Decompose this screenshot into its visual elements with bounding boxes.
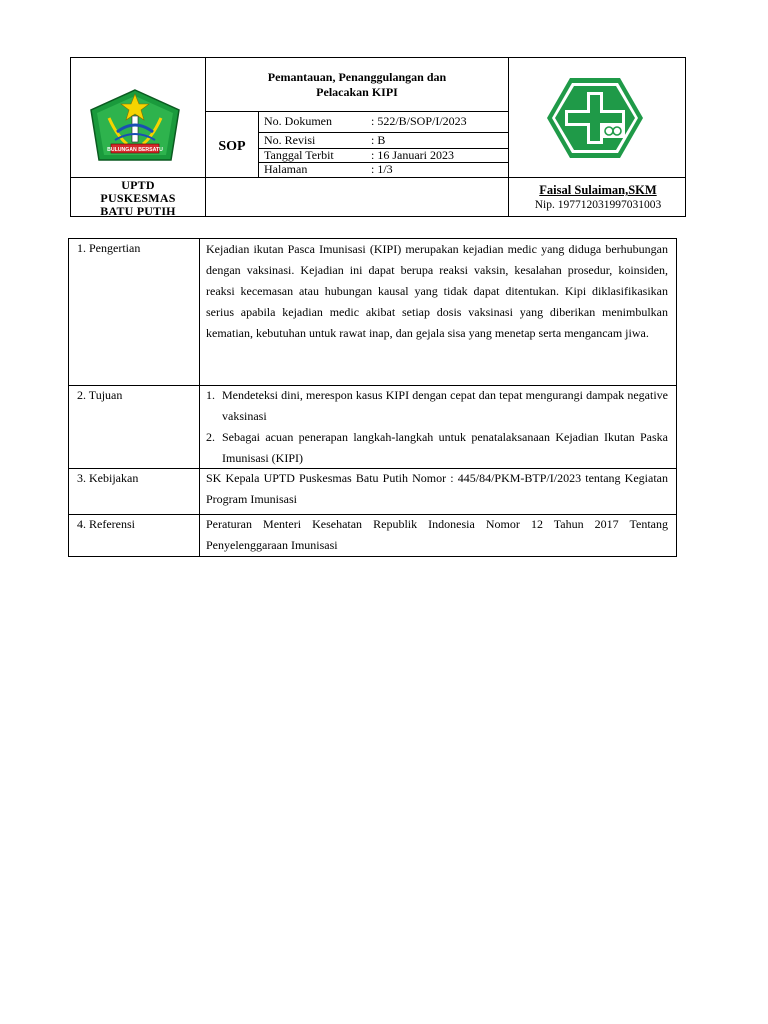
- title-line-1: Pemantauan, Penanggulangan dan: [267, 70, 447, 84]
- section-text-pengertian: Kejadian ikutan Pasca Imunisasi (KIPI) merupakan kejadian medic yang diduga berhubungan dengan vaksinasi. Kejadian ini dapat berupa reaksi vaksin, kesalahan prosedur, koinsiden, reaksi kecemasan atau hubungan kausal yang tidak dapat ditentukan. Kipi diklasifikasikan serius apabila kejadian medic akibat setiap dosis vaksinasi yang diberikan menimbulkan kematian, kebutuhan untuk rawat inap, dan gejala sisa yang menetap serta mengancam jiwa.: [206, 242, 668, 340]
- signatory-name: Faisal Sulaiman,SKM: [539, 183, 657, 197]
- svg-text:BULUNGAN BERSATU: BULUNGAN BERSATU: [107, 147, 163, 153]
- regency-emblem-icon: [87, 88, 183, 164]
- section-text-kebijakan: SK Kepala UPTD Puskesmas Batu Putih Nomor : 445/84/PKM-BTP/I/2023 tentang Kegiatan Program Imunisasi: [206, 471, 668, 506]
- meta-label: Tanggal Terbit: [264, 148, 334, 162]
- meta-label: No. Revisi: [264, 133, 316, 147]
- list-number: 1.: [206, 388, 215, 402]
- signatory-nip: Nip. 197712031997031003: [534, 199, 662, 211]
- title-line-2: Pelacakan KIPI: [316, 85, 398, 99]
- meta-value: : 522/B/SOP/I/2023: [371, 114, 467, 128]
- meta-label: Halaman: [264, 162, 308, 176]
- meta-value: : 16 Januari 2023: [371, 148, 454, 162]
- org-line-2: PUSKESMAS: [100, 191, 176, 205]
- org-line-3: BATU PUTIH: [100, 204, 176, 218]
- meta-value: : B: [371, 133, 386, 147]
- sop-label: SOP: [218, 139, 246, 154]
- organization-name: [71, 179, 205, 218]
- list-text: Sebagai acuan penerapan langkah-langkah untuk penatalaksanaan Kejadian Ikutan Paska Imunisasi (KIPI): [222, 430, 668, 465]
- section-label-tujuan: 2. Tujuan: [77, 388, 123, 402]
- section-label-referensi: 4. Referensi: [77, 517, 135, 531]
- section-label-pengertian: 1. Pengertian: [77, 241, 141, 255]
- puskesmas-cross-icon: [545, 76, 645, 160]
- list-text: Mendeteksi dini, merespon kasus KIPI dengan cepat dan tepat mengurangi dampak negative vaksinasi: [222, 388, 668, 423]
- section-text-referensi: Peraturan Menteri Kesehatan Republik Indonesia Nomor 12 Tahun 2017 Tentang Penyelenggaraan Imunisasi: [206, 517, 668, 552]
- sop-header-table: [70, 57, 686, 217]
- section-label-kebijakan: 3. Kebijakan: [77, 471, 139, 485]
- sop-content-table: [68, 238, 677, 557]
- org-line-1: UPTD: [121, 178, 155, 192]
- meta-value: : 1/3: [371, 162, 393, 176]
- meta-label: No. Dokumen: [264, 114, 332, 128]
- document-title: [206, 70, 508, 100]
- list-number: 2.: [206, 430, 215, 444]
